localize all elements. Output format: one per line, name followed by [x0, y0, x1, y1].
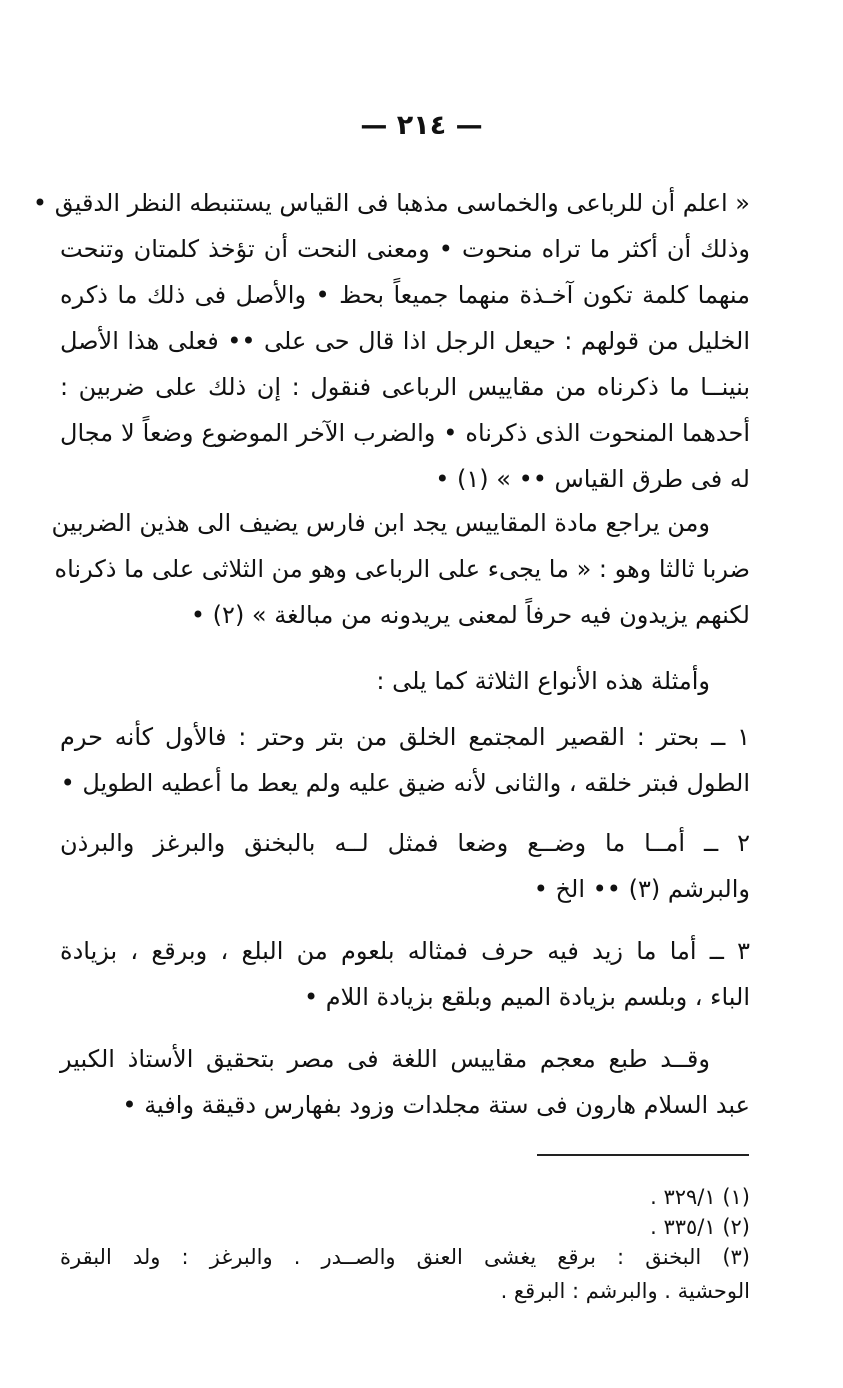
footnote-1: (١) ٣٢٩/١ .: [650, 1185, 750, 1209]
list-item: [60, 928, 750, 1020]
list-item: [60, 714, 750, 806]
text-line: الطول فبتر خلقه ، والثانى لأنه ضيق عليه ولم يعط ما أعطيه الطويل •: [60, 769, 750, 797]
text-line: الخليل من قولهم : حيعل الرجل اذا قال حى على •• فعلى هذا الأصل: [60, 327, 750, 355]
text-line: ٢ ــ أمــا ما وضــع وضعا فمثل لــه بالبخنق والبرغز والبرذن: [60, 829, 750, 857]
body-paragraph: [51, 500, 750, 638]
body-paragraph: [60, 658, 750, 704]
text-line: ضربا ثالثا وهو : « ما يجىء على الرباعى وهو من الثلاثى على ما ذكرناه: [54, 555, 750, 583]
footnote-3-continued: الوحشية . والبرشم : البرقع .: [500, 1279, 750, 1303]
text-line: وأمثلة هذه الأنواع الثلاثة كما يلى :: [376, 667, 710, 695]
text-line: ١ ــ بحتر : القصير المجتمع الخلق من بتر وحتر : فالأول كأنه حرم: [60, 723, 750, 751]
footnote-2: (٢) ٣٣٥/١ .: [650, 1215, 750, 1239]
text-line: بنينــا ما ذكرناه من مقاييس الرباعى فنقول : إن ذلك على ضربين :: [60, 373, 750, 401]
text-line: ومن يراجع مادة المقاييس يجد ابن فارس يضيف الى هذين الضربين: [51, 509, 710, 537]
text-line: أحدهما المنحوت الذى ذكرناه • والضرب الآخر الموضوع وضعاً لا مجال: [60, 419, 750, 447]
page-number: — ٢١٤ —: [360, 110, 483, 141]
text-line: منهما كلمة تكون آخـذة منهما جميعاً بحظ • والأصل فى ذلك ما ذكره: [60, 281, 750, 309]
text-line: لكنهم يزيدون فيه حرفاً لمعنى يريدونه من مبالغة » (٢) •: [190, 601, 750, 629]
list-item: [60, 820, 750, 912]
footnote-3: (٣) البخنق : برقع يغشى العنق والصــدر . والبرغز : ولد البقرة: [60, 1245, 750, 1269]
text-line: ٣ ــ أما ما زيد فيه حرف فمثاله بلعوم من البلع ، وبرقع ، بزيادة: [60, 937, 750, 965]
text-line: له فى طرق القياس •• » (١) •: [435, 465, 750, 493]
text-line: وقــد طبع معجم مقاييس اللغة فى مصر بتحقيق الأستاذ الكبير: [60, 1045, 710, 1073]
footnote-divider: [537, 1154, 749, 1156]
text-line: عبد السلام هارون فى ستة مجلدات وزود بفهارس دقيقة وافية •: [122, 1091, 750, 1119]
body-paragraph: [60, 1036, 750, 1128]
text-line: والبرشم (٣) •• الخ •: [533, 875, 750, 903]
text-line: « اعلم أن للرباعى والخماسى مذهبا فى القياس يستنبطه النظر الدقيق •: [32, 189, 750, 217]
text-line: الباء ، وبلسم بزيادة الميم وبلقع بزيادة اللام •: [303, 983, 750, 1011]
quote-paragraph: [32, 180, 750, 502]
text-line: وذلك أن أكثر ما تراه منحوت • ومعنى النحت أن تؤخذ كلمتان وتنحت: [60, 235, 750, 263]
